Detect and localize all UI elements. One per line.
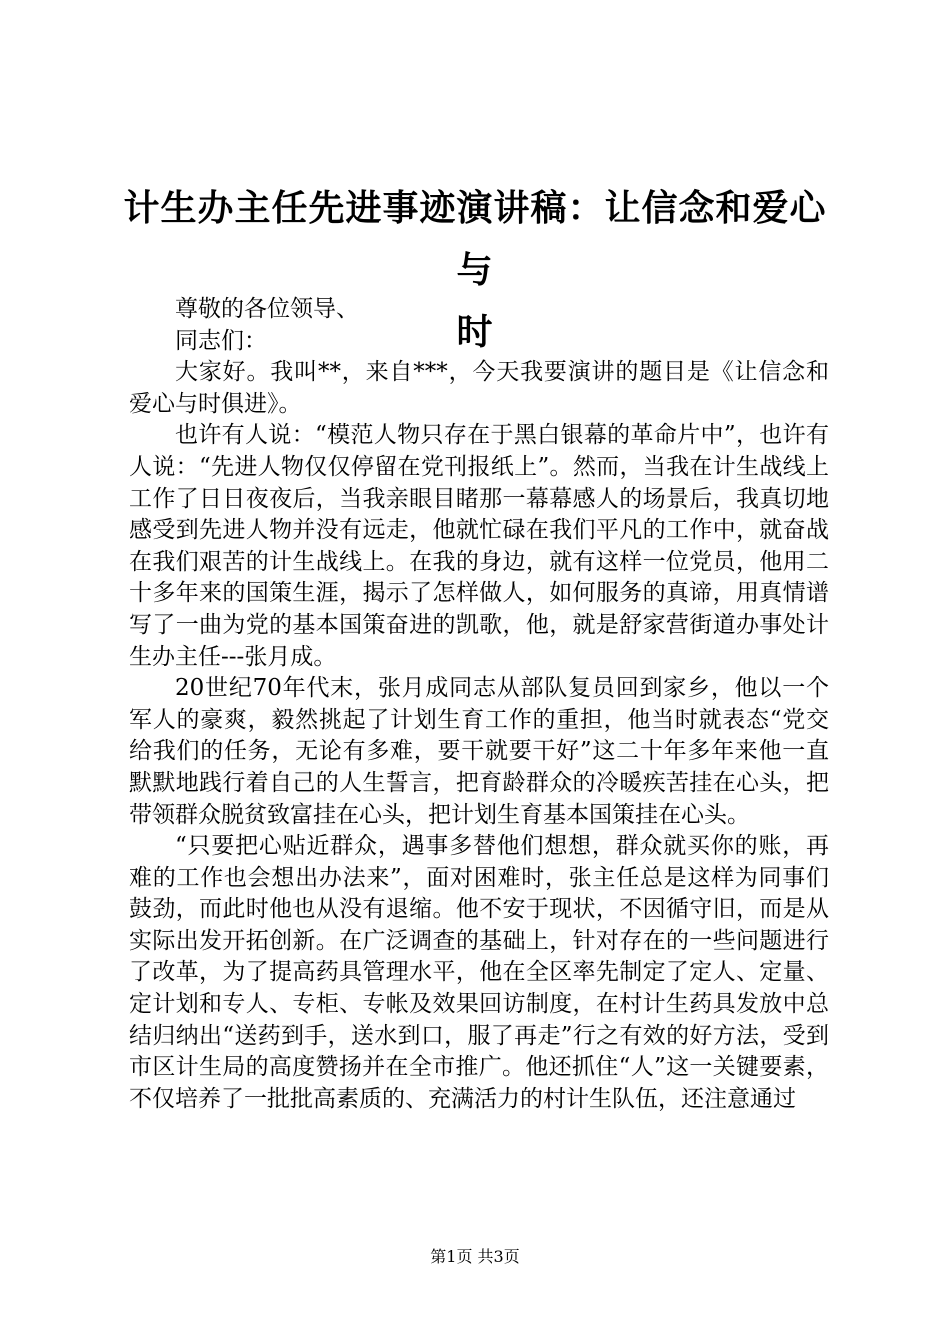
paragraph-4: “只要把心贴近群众，遇事多替他们想想，群众就买你的账，再难的工作也会想出办法来”，面对困难时，张主任总是这样为同事们鼓劲，而此时他也从没有退缩。他不安于现状，不因循守旧，而是从实际出发开拓创新。在广泛调查的基础上，针对存在的一些问题进行了改革，为了提高药具管理水平，他在全区率先制定了定人、定量、定计划和专人、专柜、专帐及效果回访制度，在村计生药具发放中总结归纳出“送药到手，送水到口，服了再走”行之有效的好方法，受到市区计生局的高度赞扬并在全市推广。他还抓住“人”这一关键要素，不仅培养了一批批高素质的、充满活力的村计生队伍，还注意通过 <box>129 833 829 1112</box>
salutation-line-2: 同志们： <box>175 327 267 354</box>
title-line-2: 时 <box>456 312 494 353</box>
paragraph-intro: 大家好。我叫**，来自***，今天我要演讲的题目是《让信念和爱心与时俱进》。 <box>129 359 829 417</box>
salutation-line-1: 尊敬的各位领导、 <box>175 296 359 322</box>
page-footer: 第1页 共3页 <box>430 1247 520 1266</box>
title-line-1: 计生办主任先进事迹演讲稿：让信念和爱心与 <box>123 188 827 291</box>
document-body <box>129 294 829 1115</box>
paragraph-3: 20世纪70年代末，张月成同志从部队复员回到家乡，他以一个军人的豪爽，毅然挑起了计划生育工作的重担，他当时就表态“党交给我们的任务，无论有多难，要干就要干好”这二十年多年来他一直默默地践行着自己的人生誓言，把育龄群众的冷暖疾苦挂在心头，把带领群众脱贫致富挂在心头，把计划生育基本国策挂在心头。 <box>129 675 829 828</box>
paragraph-2: 也许有人说：“模范人物只存在于黑白银幕的革命片中”，也许有人说：“先进人物仅仅停留在党刊报纸上”。然而，当我在计生战线上工作了日日夜夜后，当我亲眼目睹那一幕幕感人的场景后，我真切地感受到先进人物并没有远走，他就忙碌在我们平凡的工作中，就奋战在我们艰苦的计生战线上。在我的身边，就有这样一位党员，他用二十多年来的国策生涯，揭示了怎样做人，如何服务的真谛，用真情谱写了一曲为党的基本国策奋进的凯歌，他，就是舒家营街道办事处计生办主任---张月成。 <box>129 422 829 670</box>
